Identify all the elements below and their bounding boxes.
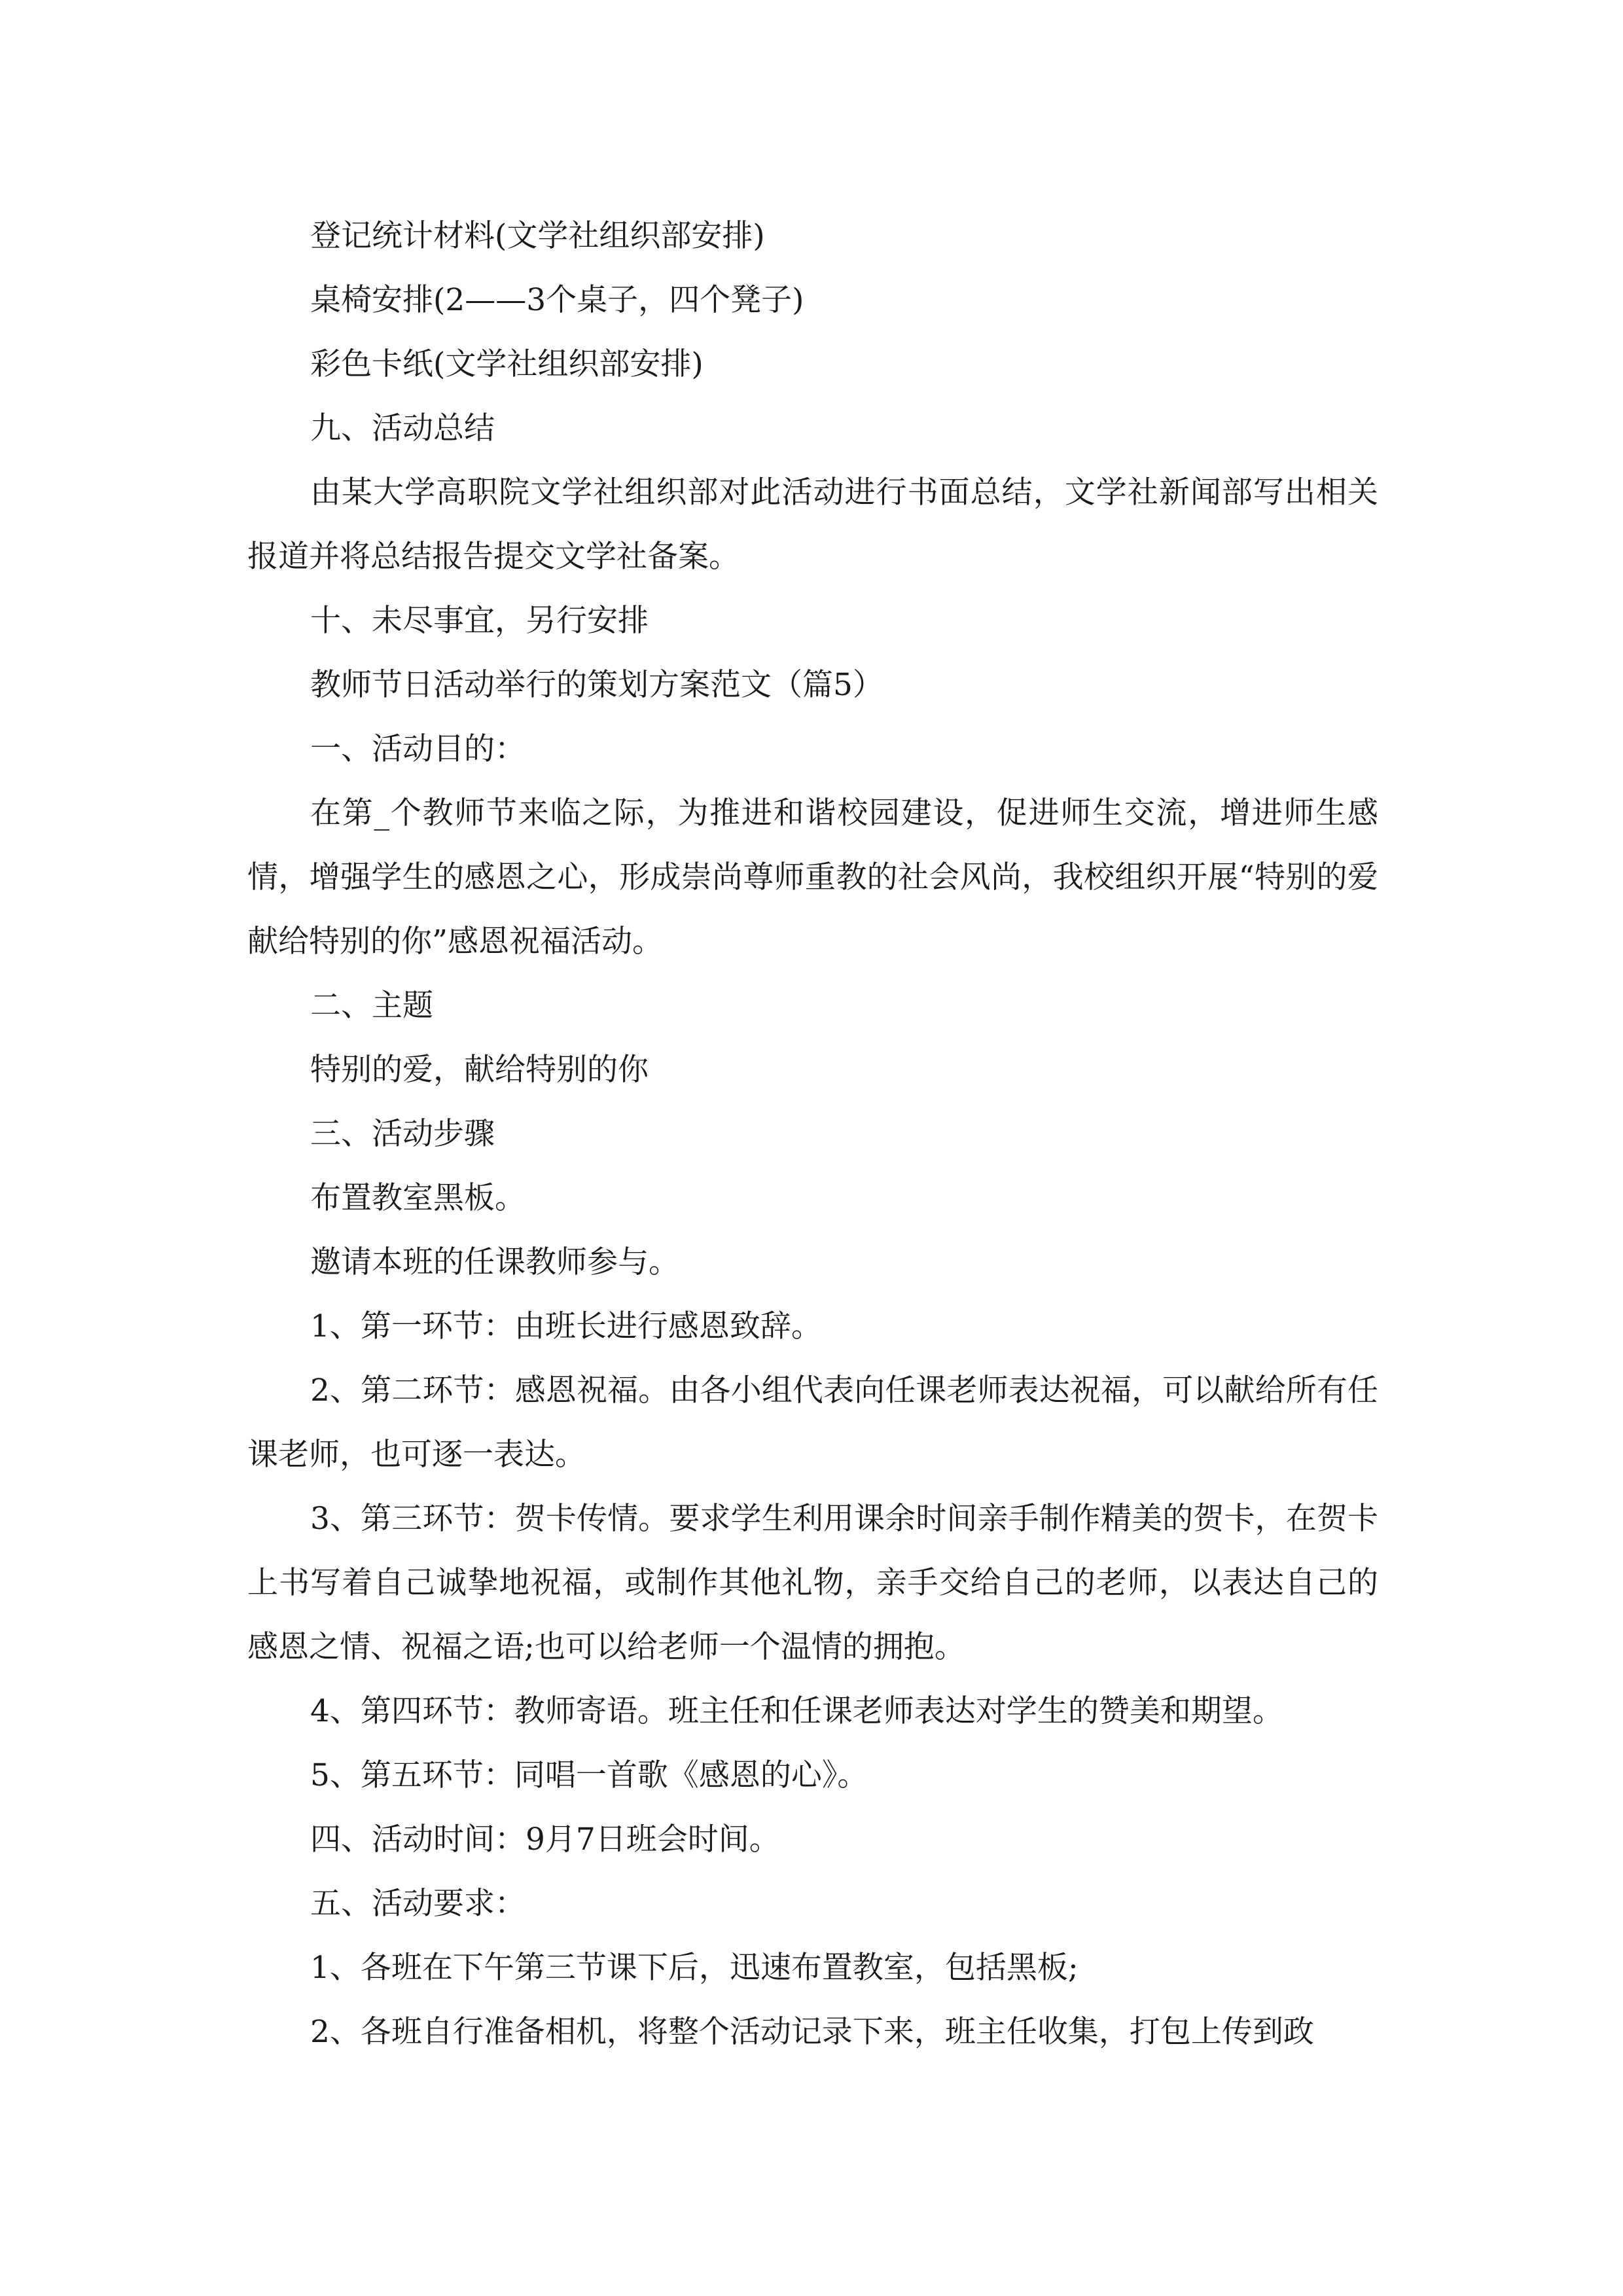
article-title-part5: 教师节日活动举行的策划方案范文（篇5） bbox=[310, 667, 883, 703]
paragraph-stage-1: 1、第一环节：由班长进行感恩致辞。 bbox=[310, 1308, 822, 1344]
heading-activity-steps: 三、活动步骤 bbox=[310, 1116, 495, 1152]
paragraph-colored-paper: 彩色卡纸(文学社组织部安排) bbox=[310, 346, 704, 382]
document-body bbox=[247, 204, 1378, 2064]
paragraph-stage-3: 3、第三环节：贺卡传情。要求学生利用课余时间亲手制作精美的贺卡，在贺卡上书写着自己诚挚地祝福，或制作其他礼物，亲手交给自己的老师，以表达自己的感恩之情、祝福之语;也可以给老师一个温情的拥抱。 bbox=[247, 1501, 1378, 1665]
heading-activity-requirements: 五、活动要求： bbox=[310, 1886, 526, 1922]
paragraph-furniture: 桌椅安排(2——3个桌子，四个凳子) bbox=[310, 282, 804, 318]
paragraph-stage-4: 4、第四环节：教师寄语。班主任和任课老师表达对学生的赞美和期望。 bbox=[310, 1693, 1283, 1729]
paragraph-stage-2: 2、第二环节：感恩祝福。由各小组代表向任课老师表达祝福，可以献给所有任课老师，也可逐一表达。 bbox=[247, 1372, 1378, 1473]
heading-activity-time: 四、活动时间：9月7日班会时间。 bbox=[310, 1821, 780, 1857]
paragraph-step-blackboard: 布置教室黑板。 bbox=[310, 1180, 526, 1216]
paragraph-purpose-body: 在第_个教师节来临之际，为推进和谐校园建设，促进师生交流，增进师生感情，增强学生的感恩之心，形成崇尚尊师重教的社会风尚，我校组织开展“特别的爱献给特别的你”感恩祝福活动。 bbox=[247, 795, 1378, 960]
heading-activity-summary: 九、活动总结 bbox=[310, 410, 495, 446]
paragraph-materials-registration: 登记统计材料(文学社组织部安排) bbox=[310, 218, 765, 254]
heading-theme: 二、主题 bbox=[310, 988, 433, 1024]
paragraph-stage-5: 5、第五环节：同唱一首歌《感恩的心》。 bbox=[310, 1757, 868, 1793]
heading-activity-purpose: 一、活动目的： bbox=[310, 731, 526, 767]
heading-other-matters: 十、未尽事宜，另行安排 bbox=[310, 603, 649, 639]
paragraph-summary-body: 由某大学高职院文学社组织部对此活动进行书面总结，文学社新闻部写出相关报道并将总结报告提交文学社备案。 bbox=[247, 475, 1378, 575]
paragraph-theme-body: 特别的爱，献给特别的你 bbox=[310, 1052, 649, 1088]
paragraph-requirement-1: 1、各班在下午第三节课下后，迅速布置教室，包括黑板; bbox=[310, 1950, 1079, 1986]
paragraph-requirement-2: 2、各班自行准备相机，将整个活动记录下来，班主任收集，打包上传到政 bbox=[310, 2014, 1314, 2050]
paragraph-step-invite: 邀请本班的任课教师参与。 bbox=[310, 1244, 679, 1280]
